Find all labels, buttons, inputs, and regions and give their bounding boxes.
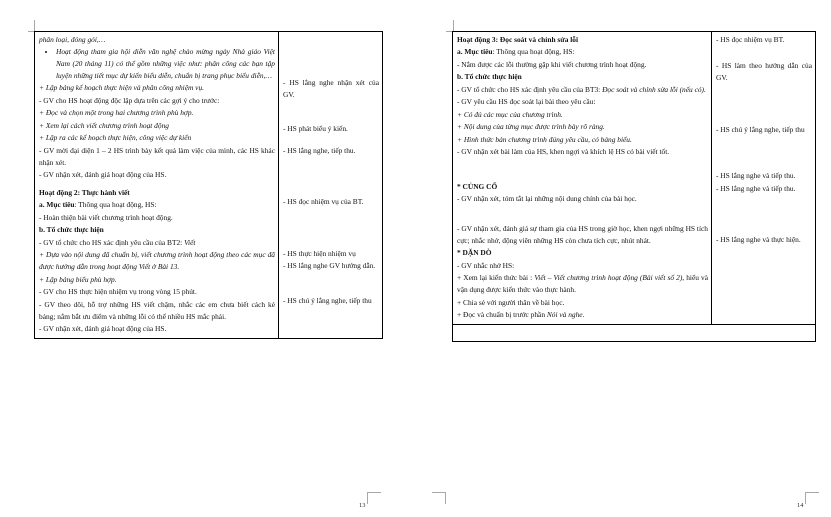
student-line: - HS lắng nghe và tiếp thu. xyxy=(716,183,796,193)
teacher-line: + Nội dung của từng mục được trình bày rõ ràng. xyxy=(457,122,605,132)
student-activity-cell xyxy=(712,32,816,325)
student-line: - HS lắng nghe, tiếp thu. xyxy=(283,145,356,155)
student-line: - HS lắng nghe và tiếp thu. xyxy=(716,171,796,181)
spacer xyxy=(283,273,379,290)
teacher-activity-cell xyxy=(35,32,279,339)
teacher-line: - GV cho HS hoạt động độc lập dựa trên các gợi ý cho trước: xyxy=(39,95,220,105)
teacher-line: - GV yêu cầu HS đọc soát lại bài theo yêu cầu: xyxy=(457,97,596,107)
activity-3-heading: Hoạt động 3: Đọc soát và chỉnh sửa lỗi xyxy=(457,35,579,44)
student-line: - HS thực hiện nhiệm vụ xyxy=(283,248,356,258)
page-14 xyxy=(415,0,831,517)
spacer xyxy=(283,209,379,226)
student-line: - HS chú ý lắng nghe, tiếp thu xyxy=(283,295,372,305)
teacher-line: - GV cho HS thực hiện nhiệm vụ trong vòng 15 phút. xyxy=(39,287,197,297)
spacer xyxy=(716,212,812,229)
crop-mark-bottom-left-right-page xyxy=(432,492,446,504)
teacher-line: - Nắm được các lỗi thường gặp khi viết chương trình hoạt động. xyxy=(457,59,647,69)
spacer xyxy=(283,101,379,118)
lesson-table-left xyxy=(34,31,383,339)
cung-co-heading: * CỦNG CỐ xyxy=(457,181,498,191)
teacher-line: + Có đủ các mục của chương trình. xyxy=(457,109,563,119)
teacher-line: - GV nhận xét bài làm của HS, khen ngợi và khích lệ HS có bài viết tốt. xyxy=(457,147,670,157)
plan-line: + Lập bảng kế hoạch thực hiện và phân công nhiệm vụ. xyxy=(39,83,205,93)
list-item: • Hoạt động tham gia hội diễn văn nghệ chào mừng ngày Nhà giáo Việt Nam (20 tháng 11) có thể gồm những việc như: phân công các bạn tập luyện những tiết mục dự kiến biểu diễn, chuẩn bị trang phục biểu diễn,… xyxy=(56,46,275,82)
spacer xyxy=(716,85,812,102)
student-line: - HS lắng nghe và thực hiện. xyxy=(716,235,801,245)
teacher-line: - GV tổ chức cho HS xác định yêu cầu của BT3: Đọc soát và chỉnh sửa lỗi (nếu có). xyxy=(457,84,706,94)
spacer xyxy=(283,226,379,243)
crop-mark-bottom-right xyxy=(805,492,819,504)
student-line: - HS phát biểu ý kiến. xyxy=(283,124,348,134)
spacer xyxy=(457,206,708,223)
teacher-line: + Lập ra các kế hoạch thực hiện, công việc dự kiến xyxy=(39,133,192,143)
spacer xyxy=(716,102,812,119)
teacher-line: + Đọc và chọn một trong hai chương trình phù hợp. xyxy=(39,108,194,118)
student-line: - HS đọc nhiệm vụ BT. xyxy=(716,35,785,44)
student-activity-cell xyxy=(279,32,383,339)
table-row-empty xyxy=(453,324,816,341)
table-row xyxy=(35,32,383,339)
table-row xyxy=(453,32,816,325)
teacher-line: - GV mời đại diện 1 – 2 HS trình bày kết quả làm việc của mình, các HS khác nhận xét. xyxy=(39,145,275,167)
student-line: - HS lắng nghe GV hướng dẫn. xyxy=(283,261,376,271)
teacher-line: - GV nhận xét, đánh giá hoạt động của HS. xyxy=(39,170,167,180)
page-number-right: 14 xyxy=(797,502,804,509)
student-line: - HS làm theo hướng dẫn của GV. xyxy=(716,61,812,83)
teacher-line: - Hoàn thiện bài viết chương trình hoạt động. xyxy=(39,212,173,222)
crop-mark-bottom-left xyxy=(367,492,381,504)
teacher-line: + Hình thức bản chương trình đúng yêu cầu, có bảng biểu. xyxy=(457,134,632,144)
teacher-line: - GV nhắc nhở HS: xyxy=(457,260,515,270)
spacer xyxy=(283,34,379,60)
spacer xyxy=(716,46,812,55)
organize-label-b: b. Tổ chức thực hiện xyxy=(39,225,104,235)
empty-cell xyxy=(453,324,816,341)
spacer xyxy=(716,153,812,170)
teacher-line: + Dựa vào nội dung đã chuẩn bị, viết chương trình hoạt động theo các mục đã được hướng dẫn trong hoạt động Viết ở Bài 13. xyxy=(39,250,275,272)
spacer xyxy=(716,136,812,153)
teacher-line: - GV nhận xét, tóm tắt lại những nội dung chính của bài học. xyxy=(457,194,637,204)
student-line: - HS lắng nghe nhận xét của GV. xyxy=(283,78,379,99)
spacer xyxy=(283,157,379,174)
teacher-line: + Xem lại cách viết chương trình hoạt động xyxy=(39,120,169,130)
teacher-line: - GV tổ chức cho HS xác định yêu cầu của BT2: Viết xyxy=(39,237,196,247)
page-13 xyxy=(0,0,415,517)
page-number-left: 13 xyxy=(359,502,366,509)
teacher-line: + Chia sẻ với người thân về bài học. xyxy=(457,297,565,307)
student-line: - HS đọc nhiệm vụ của BT. xyxy=(283,197,364,207)
dan-do-heading: * DẶN DÒ xyxy=(457,248,492,258)
teacher-line: - GV theo dõi, hỗ trợ những HS viết chậm, nhắc các em chưa biết cách kẻ bảng; nắm bắt ưu điểm và những lỗi có thể nhiều HS mắc phải. xyxy=(39,299,275,321)
teacher-line: + Xem lại kiến thức bài : Viết – Viết chương trình hoạt động (Bài viết số 2), hiểu và vận dụng được kiến thức vào thực hành. xyxy=(457,273,708,295)
spacer xyxy=(283,60,379,77)
spacer xyxy=(283,136,379,145)
spacer xyxy=(716,195,812,212)
objective-label-a: a. Mục tiêu: Thông qua hoạt động, HS: xyxy=(457,47,575,57)
teacher-activity-cell xyxy=(453,32,712,325)
teacher-line: + Đọc và chuẩn bị trước phần Nói và nghe. xyxy=(457,310,585,320)
spacer xyxy=(457,159,708,176)
bullet-list xyxy=(39,46,275,82)
teacher-line: - GV nhận xét, đánh giá sự tham gia của HS trong giờ học, khen ngợi những HS tích cực; nhắc nhở, động viên những HS còn chưa tích cực, nhút nhát. xyxy=(457,223,708,245)
organize-label-b: b. Tổ chức thực hiện xyxy=(457,72,522,82)
spacer xyxy=(283,174,379,191)
objective-label-a: a. Mục tiêu: Thông qua hoạt động, HS: xyxy=(39,200,157,210)
teacher-line: - GV nhận xét, đánh giá hoạt động của HS. xyxy=(39,324,167,334)
student-line: - HS chú ý lắng nghe, tiếp thu xyxy=(716,124,805,134)
lead-line: phân loại, đóng gói,… xyxy=(39,35,106,44)
activity-2-heading: Hoạt động 2: Thực hành viết xyxy=(39,187,130,197)
lesson-table-right xyxy=(452,31,816,342)
teacher-line: + Lập bảng biểu phù hợp. xyxy=(39,274,117,284)
